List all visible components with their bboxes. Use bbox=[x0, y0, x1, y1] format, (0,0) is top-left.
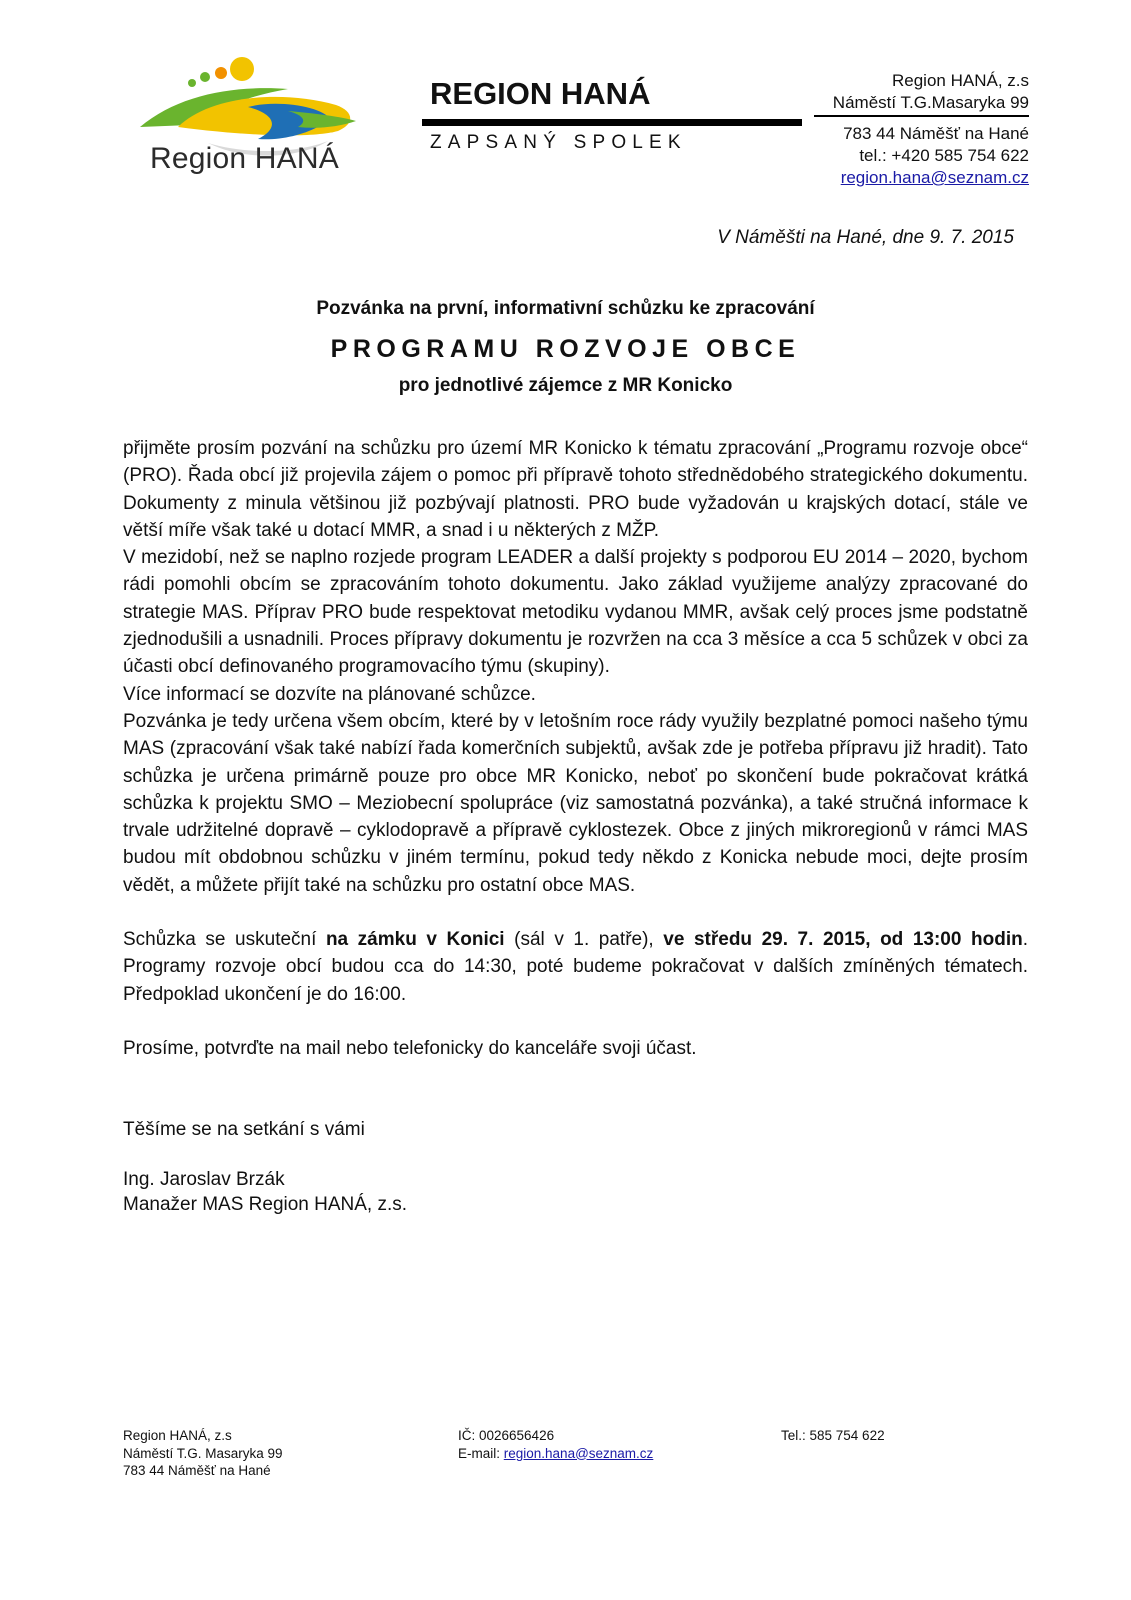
title-line1: Pozvánka na první, informativní schůzku ke zpracování bbox=[316, 298, 815, 319]
footer-email-link[interactable]: region.hana@seznam.cz bbox=[503, 1445, 654, 1461]
meeting-place: na zámku v Konici bbox=[325, 929, 505, 951]
footer-address-line2: Náměstí T.G. Masaryka 99 bbox=[123, 1445, 283, 1461]
footer-address bbox=[123, 1427, 283, 1480]
contact-line3: 783 44 Náměšť na Hané bbox=[843, 124, 1029, 143]
paragraph-1: přijměte prosím pozvání na schůzku pro území MR Konicko k tématu zpracování „Programu rozvoje obce“ (PRO). Řada obcí již projevila zájem o pomoc při přípravě tohoto střednědobého strategického dokumentu. Dokumenty z minula většinou již pozbývají platnosti. PRO bude vyžadován u krajských dotací, stále ve větší míře však také u dotací MMR, a snad i u některých z MŽP. bbox=[123, 438, 1028, 541]
footer-ids bbox=[458, 1427, 653, 1462]
footer-ic: IČ: 0026656426 bbox=[458, 1428, 555, 1443]
paragraph-2: V mezidobí, než se naplno rozjede program LEADER a další projekty s podporou EU 2014 – 2020, bychom rádi pomohli obcím se zpracováním tohoto dokumentu. Jako základ využijeme analýzy zpracované do strategie MAS. Příprav PRO bude respektovat metodiku vydanou MMR, avšak celý proces jsme podstatně zjednodušili a usnadnili. Proces přípravy dokumentu je rozvržen na cca 3 měsíce a cca 5 schůzek v obci za účasti obcí definovaného programovacího týmu (skupiny). bbox=[123, 547, 1028, 678]
meeting-paragraph bbox=[123, 926, 1028, 1008]
signature-role: Manažer MAS Region HANÁ, z.s. bbox=[123, 1193, 408, 1215]
date-line: V Náměšti na Hané, dne 9. 7. 2015 bbox=[717, 227, 1014, 248]
footer-email-label: E-mail: bbox=[458, 1445, 504, 1461]
org-name: REGION HANÁ bbox=[430, 76, 651, 111]
meeting-text-3: . Programy rozvoje obcí budou cca do 14:30, poté budeme pokračovat v dalších zmíněných tématech. Předpoklad ukončení je do 16:00. bbox=[123, 929, 1028, 1005]
logo-text: Region HANÁ bbox=[150, 142, 339, 175]
footer-address-line3: 783 44 Náměšť na Hané bbox=[123, 1463, 271, 1478]
org-subtitle: ZAPSANÝ SPOLEK bbox=[430, 132, 687, 153]
signature-name: Ing. Jaroslav Brzák bbox=[123, 1168, 285, 1190]
confirm-paragraph: Prosíme, potvrďte na mail nebo telefonicky do kanceláře svoji účast. bbox=[123, 1037, 697, 1059]
closing-line: Těšíme se na setkání s vámi bbox=[123, 1119, 365, 1141]
paragraph-3: Více informací se dozvíte na plánované schůzce. bbox=[123, 683, 536, 705]
footer-phone: Tel.: 585 754 622 bbox=[781, 1428, 885, 1443]
title-line3: pro jednotlivé zájemce z MR Konicko bbox=[398, 375, 733, 396]
contact-line1: Region HANÁ, z.s bbox=[892, 71, 1029, 90]
paragraph-4: Pozvánka je tedy určena všem obcím, které by v letošním roce rády využily bezplatné pomoci našeho týmu MAS (zpracování však také nabízí řada komerčních subjektů, avšak zde je potřeba přípravu již hradit). Tato schůzka je určena primárně pouze pro obce MR Konicko, neboť po skončení bude pokračovat krátká schůzka k projektu SMO – Meziobecní spolupráce (viz samostatná pozvánka), a také stručná informace k trvale udržitelné dopravě – cyklodopravě a přípravě cyklostezek. Obce z jiných mikroregionů v rámci MAS budou mít obdobnou schůzku v jiném termínu, pokud tedy někdo z Konicka nebude moci, dejte prosím vědět, a můžete přijít také na schůzku pro ostatní obce MAS. bbox=[123, 710, 1028, 896]
meeting-datetime: ve středu 29. 7. 2015, od 13:00 hodin bbox=[663, 929, 1023, 951]
contact-line2: Náměstí T.G.Masaryka 99 bbox=[832, 93, 1029, 112]
header-divider bbox=[422, 119, 802, 126]
title-line2: PROGRAMU ROZVOJE OBCE bbox=[330, 335, 801, 363]
meeting-text-2: (sál v 1. patře), bbox=[504, 929, 664, 951]
footer-address-line1: Region HANÁ, z.s bbox=[123, 1428, 232, 1443]
contact-phone: tel.: +420 585 754 622 bbox=[859, 146, 1029, 165]
header-contact bbox=[833, 70, 1029, 189]
contact-email-link[interactable]: region.hana@seznam.cz bbox=[840, 168, 1029, 187]
meeting-text-1: Schůzka se uskuteční bbox=[123, 929, 326, 951]
letter-body bbox=[123, 435, 1028, 1217]
